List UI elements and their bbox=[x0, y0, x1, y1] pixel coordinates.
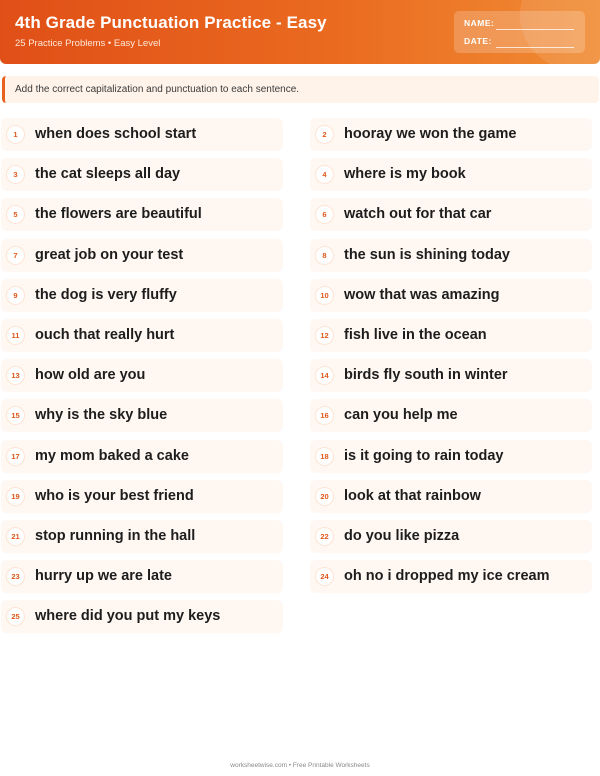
problem-number: 18 bbox=[316, 448, 333, 465]
problem-number: 11 bbox=[7, 327, 24, 344]
problem-number: 7 bbox=[7, 247, 24, 264]
problem-sentence: hurry up we are late bbox=[35, 568, 172, 585]
problem-number: 21 bbox=[7, 528, 24, 545]
problem-number: 2 bbox=[316, 126, 333, 143]
problem-number: 9 bbox=[7, 287, 24, 304]
problem-number: 14 bbox=[316, 367, 333, 384]
problem-number: 3 bbox=[7, 166, 24, 183]
problem-sentence: hooray we won the game bbox=[344, 126, 517, 142]
problem-item bbox=[310, 319, 592, 352]
problem-sentence: how old are you bbox=[35, 367, 146, 384]
problem-number: 8 bbox=[316, 247, 333, 264]
problem-sentence: who is your best friend bbox=[35, 487, 194, 504]
problem-number: 12 bbox=[316, 327, 333, 344]
problem-number: 23 bbox=[7, 568, 24, 585]
problem-number: 24 bbox=[316, 568, 333, 585]
problem-item bbox=[1, 399, 283, 432]
date-line[interactable] bbox=[496, 47, 574, 48]
problem-sentence: fish live in the ocean bbox=[344, 327, 487, 343]
problem-item bbox=[310, 440, 592, 473]
instructions: Add the correct capitalization and punctuation to each sentence. bbox=[2, 76, 599, 103]
problem-number: 25 bbox=[7, 608, 24, 625]
problem-sentence: can you help me bbox=[344, 407, 458, 424]
problem-item bbox=[1, 560, 283, 593]
problem-sentence: stop running in the hall bbox=[35, 528, 196, 544]
problem-item bbox=[1, 440, 283, 473]
problem-number: 19 bbox=[7, 488, 24, 505]
problem-sentence: where is my book bbox=[344, 166, 466, 183]
problem-sentence: where did you put my keys bbox=[35, 608, 221, 625]
problem-number: 10 bbox=[316, 287, 333, 304]
problem-item bbox=[310, 480, 592, 513]
problem-sentence: my mom baked a cake bbox=[35, 447, 189, 464]
problem-item bbox=[310, 399, 592, 432]
problem-item bbox=[310, 198, 592, 231]
footer: worksheetwise.com • Free Printable Worksheets bbox=[230, 762, 370, 769]
problem-item bbox=[1, 158, 283, 191]
problem-sentence: birds fly south in winter bbox=[344, 367, 508, 384]
worksheet-header bbox=[0, 0, 600, 64]
problem-sentence: the flowers are beautiful bbox=[35, 206, 202, 223]
name-date-box bbox=[454, 11, 585, 53]
problem-item bbox=[1, 480, 283, 513]
problem-number: 5 bbox=[7, 206, 24, 223]
problem-item bbox=[1, 239, 283, 272]
problem-item bbox=[1, 359, 283, 392]
problem-item bbox=[1, 600, 283, 633]
problem-sentence: why is the sky blue bbox=[35, 407, 168, 424]
problem-number: 16 bbox=[316, 407, 333, 424]
problem-sentence: the sun is shining today bbox=[344, 246, 510, 263]
problem-number: 1 bbox=[7, 126, 24, 143]
worksheet-title: 4th Grade Punctuation Practice - Easy bbox=[15, 13, 327, 32]
problem-item bbox=[310, 279, 592, 312]
problem-number: 22 bbox=[316, 528, 333, 545]
problem-sentence: do you like pizza bbox=[344, 528, 460, 544]
problem-sentence: the cat sleeps all day bbox=[35, 166, 181, 183]
name-label: NAME: bbox=[464, 18, 495, 28]
problem-item bbox=[1, 319, 283, 352]
date-label: DATE: bbox=[464, 36, 492, 46]
problem-number: 15 bbox=[7, 407, 24, 424]
problem-item bbox=[310, 239, 592, 272]
problem-item bbox=[310, 359, 592, 392]
problem-number: 13 bbox=[7, 367, 24, 384]
problem-item bbox=[1, 279, 283, 312]
problem-sentence: is it going to rain today bbox=[344, 447, 504, 464]
problem-sentence: when does school start bbox=[35, 126, 197, 142]
problem-sentence: watch out for that car bbox=[344, 206, 492, 223]
problem-sentence: oh no i dropped my ice cream bbox=[344, 568, 550, 585]
problem-item bbox=[1, 198, 283, 231]
problem-item bbox=[310, 520, 592, 553]
problem-sentence: ouch that really hurt bbox=[35, 327, 175, 343]
problem-sentence: the dog is very fluffy bbox=[35, 286, 177, 303]
problem-sentence: great job on your test bbox=[35, 246, 184, 263]
problem-number: 4 bbox=[316, 166, 333, 183]
problem-item bbox=[1, 520, 283, 553]
problem-item bbox=[310, 158, 592, 191]
problem-number: 17 bbox=[7, 448, 24, 465]
worksheet-subtitle: 25 Practice Problems • Easy Level bbox=[15, 38, 161, 49]
problem-item bbox=[310, 560, 592, 593]
problem-number: 6 bbox=[316, 206, 333, 223]
problem-number: 20 bbox=[316, 488, 333, 505]
problem-sentence: look at that rainbow bbox=[344, 487, 481, 504]
problem-sentence: wow that was amazing bbox=[344, 286, 500, 303]
problem-item bbox=[310, 118, 592, 151]
problem-item bbox=[1, 118, 283, 151]
name-line[interactable] bbox=[496, 29, 574, 30]
